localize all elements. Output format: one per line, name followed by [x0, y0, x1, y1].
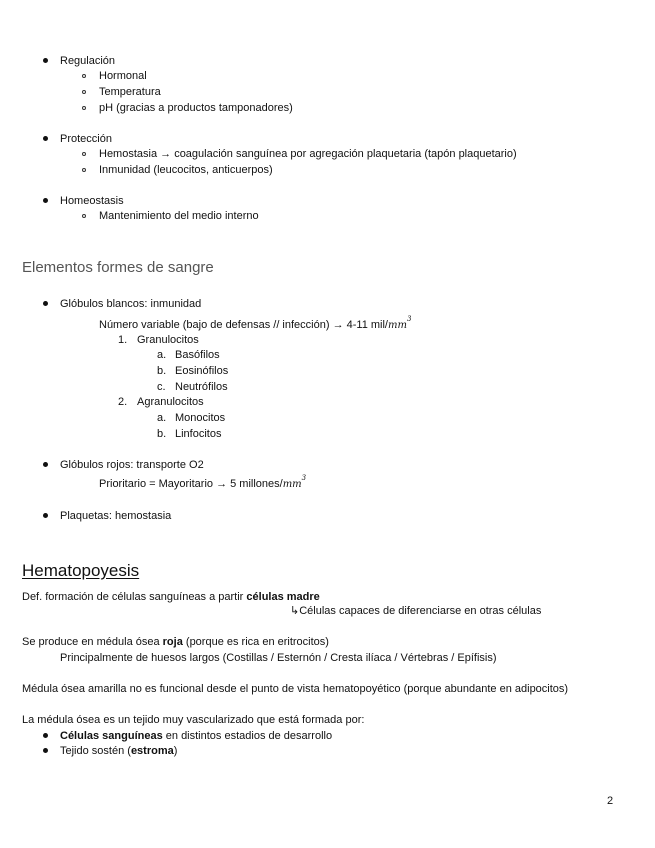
list-subitem: Inmunidad (leucocitos, anticuerpos)	[99, 164, 273, 176]
list-marker: a.	[157, 412, 167, 424]
marrow-composition-text: La médula ósea es un tejido muy vascularizado que está formada por:	[22, 714, 365, 726]
bullet-dot	[43, 733, 48, 738]
list-marker: 2.	[118, 396, 128, 408]
list-subitem: Hormonal	[99, 70, 147, 82]
production-line	[22, 637, 329, 648]
list-marker: c.	[157, 381, 166, 393]
list-subitem: Mantenimiento del medio interno	[99, 210, 259, 222]
sub-bullet	[82, 214, 86, 218]
list-item-bold: estroma	[130, 745, 174, 757]
list-marker: a.	[157, 349, 167, 361]
list-item-stroma	[60, 746, 177, 757]
unit-exponent: 3	[406, 315, 412, 323]
definition-text: Def. formación de células sanguíneas a partir	[22, 591, 247, 603]
list-item-proteccion: Protección	[60, 133, 112, 145]
list-item-red-cells: Glóbulos rojos: transporte O2	[60, 459, 204, 471]
list-item-text: Tejido sostén (	[60, 745, 131, 757]
production-text-end: (porque es rica en eritrocitos)	[182, 636, 329, 648]
list-item-homeostasis: Homeostasis	[60, 195, 124, 207]
list-subitem: Monocitos	[175, 412, 226, 424]
sub-bullet	[82, 74, 86, 78]
list-item-white-cells: Glóbulos blancos: inmunidad	[60, 298, 202, 310]
list-item-granulocitos: Granulocitos	[137, 334, 199, 346]
bullet-dot	[43, 513, 48, 518]
sub-bullet	[82, 152, 86, 156]
bullet-dot	[43, 136, 48, 141]
list-item-agranulocitos: Agranulocitos	[137, 396, 204, 408]
note-text: Prioritario = Mayoritario → 5 millones/	[99, 478, 283, 490]
list-item-text-end: )	[173, 745, 178, 757]
list-marker: b.	[157, 365, 167, 377]
list-subitem: pH (gracias a productos tamponadores)	[99, 102, 293, 114]
list-marker: 1.	[118, 334, 128, 346]
list-subitem: Neutrófilos	[175, 381, 228, 393]
unit-mm: mm	[282, 479, 302, 490]
section-heading: Elementos formes de sangre	[22, 259, 214, 276]
list-subitem: Hemostasia → coagulación sanguínea por agregación plaquetaria (tapón plaquetario)	[99, 148, 517, 160]
production-note: Principalmente de huesos largos (Costillas / Esternón / Cresta ilíaca / Vértebras / Epífisis)	[60, 652, 497, 664]
bullet-dot	[43, 58, 48, 63]
list-subitem: Linfocitos	[175, 428, 222, 440]
list-subitem: Temperatura	[99, 86, 161, 98]
definition-bold: células madre	[246, 591, 320, 603]
sub-bullet	[82, 168, 86, 172]
sub-bullet	[82, 90, 86, 94]
list-subitem: Eosinófilos	[175, 365, 229, 377]
list-item-blood-cells	[60, 731, 332, 742]
unit-exponent: 3	[301, 474, 307, 482]
unit-mm: mm	[388, 320, 407, 331]
sub-bullet	[82, 106, 86, 110]
bullet-dot	[43, 748, 48, 753]
bullet-dot	[43, 301, 48, 306]
page-title: Hematopoyesis	[22, 561, 140, 580]
bullet-dot	[43, 198, 48, 203]
red-cells-note	[99, 474, 307, 490]
yellow-marrow-text: Médula ósea amarilla no es funcional desde el punto de vista hematopoyético (porque abundante en adipocitos)	[22, 683, 569, 695]
bullet-dot	[43, 462, 48, 467]
list-item-platelets: Plaquetas: hemostasia	[60, 510, 172, 522]
list-item-text: en distintos estadios de desarrollo	[162, 730, 333, 742]
page-number: 2	[607, 795, 614, 807]
definition-line	[22, 592, 320, 603]
note-text: Número variable (bajo de defensas // infección) → 4-11 mil/	[99, 319, 388, 331]
list-item-regulacion: Regulación	[60, 55, 116, 67]
list-subitem: Basófilos	[175, 349, 220, 361]
production-text: Se produce en médula ósea	[22, 636, 163, 648]
white-cells-note	[99, 315, 412, 331]
production-bold: roja	[162, 636, 183, 648]
definition-note: ↳Células capaces de diferenciarse en otras células	[290, 605, 542, 617]
list-marker: b.	[157, 428, 167, 440]
list-item-bold: Células sanguíneas	[60, 730, 163, 742]
